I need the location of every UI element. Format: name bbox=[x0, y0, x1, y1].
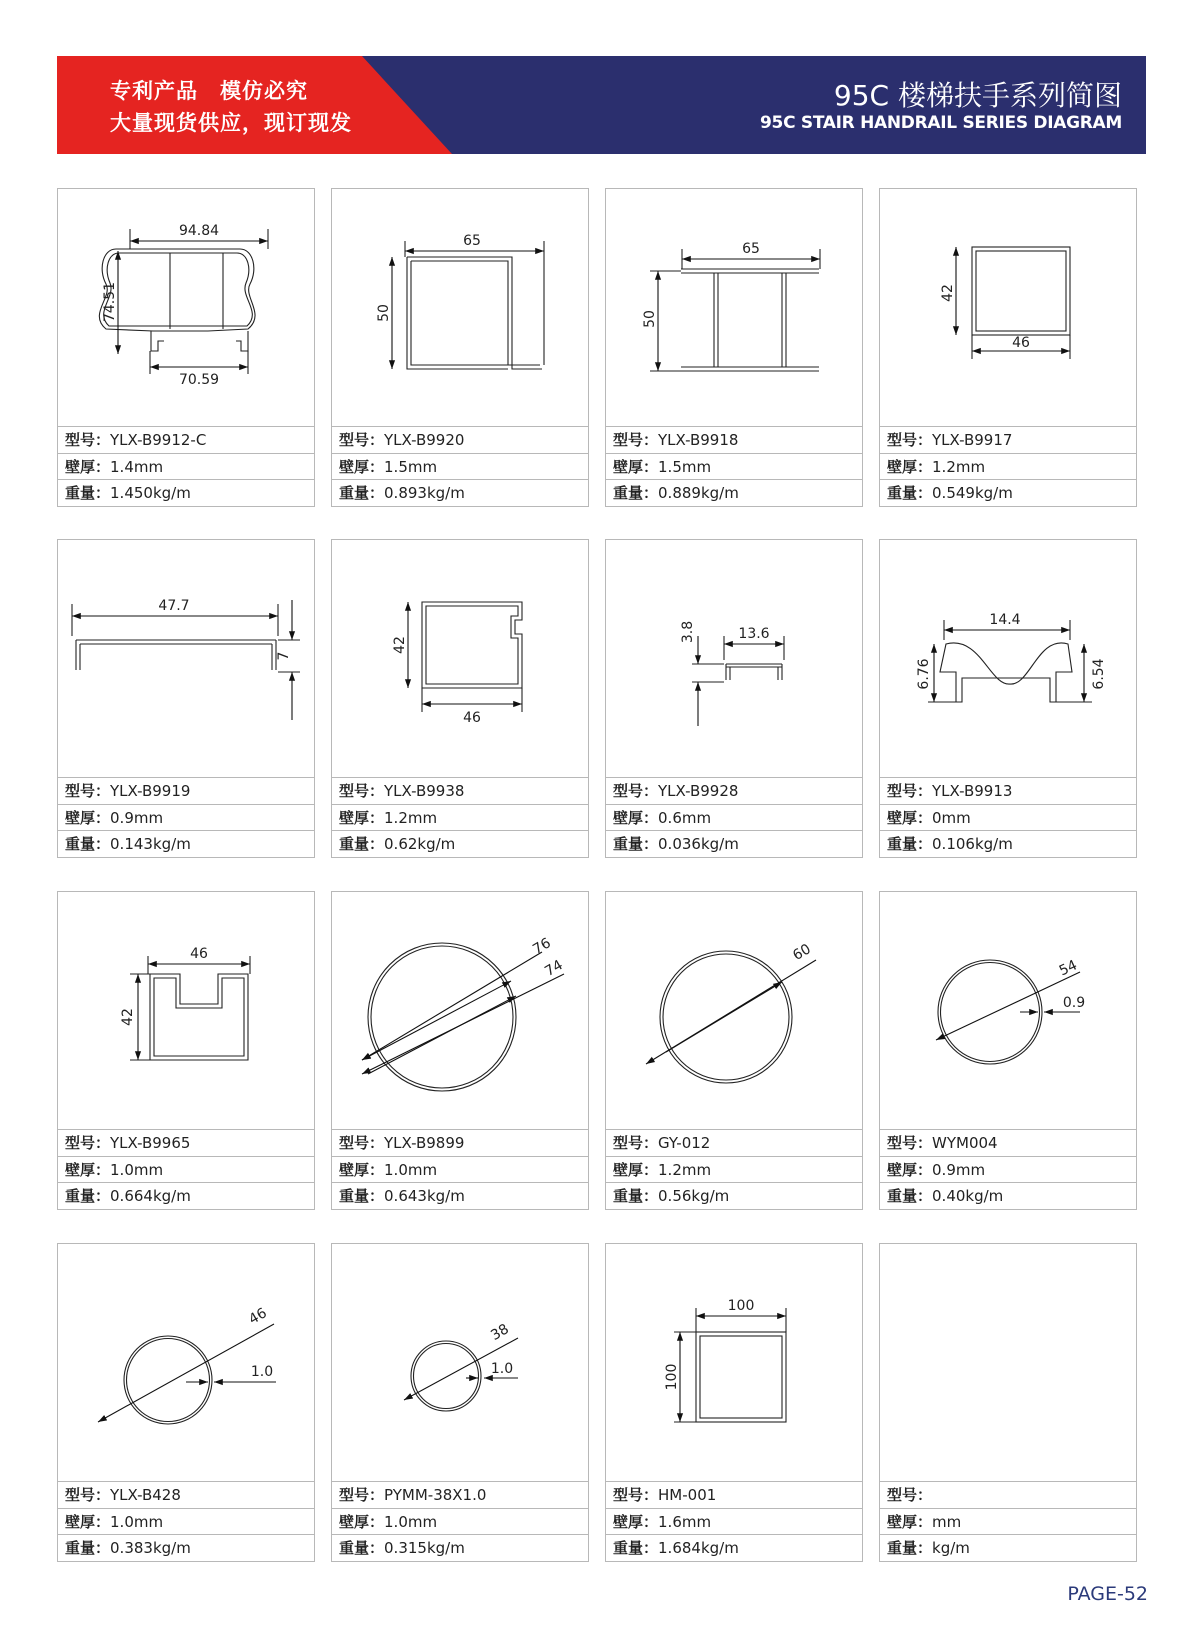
profile-drawing-handrail bbox=[58, 189, 314, 427]
model-value: WYM004 bbox=[932, 1134, 998, 1152]
weight-row: 重量：0.56kg/m bbox=[606, 1182, 862, 1209]
thickness-row: 壁厚：1.4mm bbox=[58, 453, 314, 480]
thickness-row: 壁厚：1.2mm bbox=[606, 1156, 862, 1183]
thickness-row: 壁厚：1.0mm bbox=[332, 1508, 588, 1535]
weight-row: 重量：kg/m bbox=[880, 1534, 1136, 1561]
model-row: 型号：YLX-B428 bbox=[58, 1481, 314, 1508]
profile-drawing-square-tube-100 bbox=[606, 1244, 862, 1482]
weight-row: 重量：0.383kg/m bbox=[58, 1534, 314, 1561]
model-row: 型号： bbox=[880, 1481, 1136, 1508]
profile-drawing-round-tube-38 bbox=[332, 1244, 588, 1482]
model-value: YLX-B9919 bbox=[110, 782, 191, 800]
dim-label: 3.8 bbox=[680, 620, 696, 644]
model-row: 型号：YLX-B9938 bbox=[332, 777, 588, 804]
weight-value: 0.383kg/m bbox=[110, 1539, 191, 1557]
dim-label: 47.7 bbox=[158, 598, 190, 614]
thickness-value: 0.9mm bbox=[110, 809, 164, 827]
thickness-row: 壁厚：1.0mm bbox=[332, 1156, 588, 1183]
dim-label: 46 bbox=[190, 946, 208, 962]
product-card bbox=[331, 188, 589, 507]
product-card bbox=[879, 539, 1137, 858]
dim-label: 42 bbox=[940, 284, 956, 302]
header-banner bbox=[57, 56, 1146, 154]
dim-label: 0.9 bbox=[1062, 995, 1086, 1011]
thickness-value: mm bbox=[932, 1513, 962, 1531]
profile-drawing-cap-strip bbox=[880, 540, 1136, 778]
model-row: 型号：GY-012 bbox=[606, 1129, 862, 1156]
dim-label: 65 bbox=[463, 233, 481, 249]
thickness-row: 壁厚：0mm bbox=[880, 804, 1136, 831]
thickness-value: 1.0mm bbox=[384, 1513, 438, 1531]
dim-label: 94.84 bbox=[178, 223, 220, 239]
dim-label: 42 bbox=[120, 1008, 136, 1026]
dim-label: 7 bbox=[276, 651, 292, 661]
model-row: 型号：YLX-B9920 bbox=[332, 426, 588, 453]
weight-value: 0.893kg/m bbox=[384, 484, 465, 502]
dim-label: 74.51 bbox=[102, 281, 118, 323]
profile-drawing-square-tube bbox=[880, 189, 1136, 427]
model-value: YLX-B428 bbox=[110, 1486, 181, 1504]
weight-row: 重量：0.036kg/m bbox=[606, 830, 862, 857]
model-row: 型号：YLX-B9928 bbox=[606, 777, 862, 804]
weight-value: 0.549kg/m bbox=[932, 484, 1013, 502]
thickness-value: 1.5mm bbox=[384, 458, 438, 476]
dim-label: 46 bbox=[463, 710, 481, 726]
thickness-value: 1.5mm bbox=[658, 458, 712, 476]
model-value: YLX-B9938 bbox=[384, 782, 465, 800]
thickness-value: 1.0mm bbox=[384, 1161, 438, 1179]
weight-row: 重量：0.143kg/m bbox=[58, 830, 314, 857]
profile-drawing-round-tube-60 bbox=[606, 892, 862, 1130]
dim-label: 50 bbox=[376, 304, 392, 322]
model-value: YLX-B9913 bbox=[932, 782, 1013, 800]
slogan-line1: 专利产品 模仿必究 bbox=[110, 79, 308, 103]
model-row: 型号：YLX-B9917 bbox=[880, 426, 1136, 453]
model-value: YLX-B9912-C bbox=[110, 431, 207, 449]
weight-value: 0.106kg/m bbox=[932, 835, 1013, 853]
thickness-value: 1.0mm bbox=[110, 1513, 164, 1531]
product-card bbox=[605, 1243, 863, 1562]
model-value: GY-012 bbox=[658, 1134, 711, 1152]
thickness-value: 1.6mm bbox=[658, 1513, 712, 1531]
profile-drawing-slot-tube bbox=[332, 540, 588, 778]
product-card bbox=[605, 188, 863, 507]
thickness-row: 壁厚：1.5mm bbox=[606, 453, 862, 480]
dim-label: 1.0 bbox=[490, 1361, 514, 1377]
weight-value: 0.036kg/m bbox=[658, 835, 739, 853]
thickness-row: 壁厚：1.0mm bbox=[58, 1156, 314, 1183]
dim-label: 60 bbox=[790, 941, 814, 964]
weight-value: 0.143kg/m bbox=[110, 835, 191, 853]
thickness-value: 1.2mm bbox=[658, 1161, 712, 1179]
weight-row: 重量：1.450kg/m bbox=[58, 479, 314, 506]
thickness-row: 壁厚：1.5mm bbox=[332, 453, 588, 480]
dim-label: 13.6 bbox=[738, 626, 770, 642]
profile-drawing-h-channel bbox=[606, 189, 862, 427]
model-row: 型号：PYMM-38X1.0 bbox=[332, 1481, 588, 1508]
thickness-value: 1.0mm bbox=[110, 1161, 164, 1179]
thickness-row: 壁厚：1.2mm bbox=[332, 804, 588, 831]
thickness-row: 壁厚：1.0mm bbox=[58, 1508, 314, 1535]
profile-drawing-round-tube-54 bbox=[880, 892, 1136, 1130]
weight-value: 0.315kg/m bbox=[384, 1539, 465, 1557]
thickness-row: 壁厚：mm bbox=[880, 1508, 1136, 1535]
page-number: PAGE-52 bbox=[1067, 1583, 1148, 1605]
thickness-row: 壁厚：0.9mm bbox=[58, 804, 314, 831]
product-card bbox=[605, 539, 863, 858]
dim-label: 38 bbox=[488, 1321, 512, 1344]
weight-value: 0.40kg/m bbox=[932, 1187, 1004, 1205]
profile-drawing-round-tube-76 bbox=[332, 892, 588, 1130]
weight-row: 重量：0.315kg/m bbox=[332, 1534, 588, 1561]
model-value: YLX-B9965 bbox=[110, 1134, 191, 1152]
thickness-row: 壁厚：0.9mm bbox=[880, 1156, 1136, 1183]
weight-value: 0.889kg/m bbox=[658, 484, 739, 502]
product-card bbox=[879, 1243, 1137, 1562]
weight-row: 重量：1.684kg/m bbox=[606, 1534, 862, 1561]
dim-label: 42 bbox=[392, 636, 408, 654]
thickness-value: 0.9mm bbox=[932, 1161, 986, 1179]
profile-drawing-small-clip bbox=[606, 540, 862, 778]
model-row: 型号：WYM004 bbox=[880, 1129, 1136, 1156]
profile-drawing-grooved-tube bbox=[58, 892, 314, 1130]
page-title-cn: 95C 楼梯扶手系列简图 bbox=[833, 79, 1122, 112]
model-row: 型号：YLX-B9965 bbox=[58, 1129, 314, 1156]
dim-label: 70.59 bbox=[178, 372, 220, 388]
thickness-row: 壁厚：1.6mm bbox=[606, 1508, 862, 1535]
dim-label: 74 bbox=[542, 957, 566, 980]
product-card bbox=[57, 539, 315, 858]
product-card bbox=[879, 891, 1137, 1210]
product-card bbox=[605, 891, 863, 1210]
weight-row: 重量：0.643kg/m bbox=[332, 1182, 588, 1209]
profile-drawing-flat-strip bbox=[58, 540, 314, 778]
weight-row: 重量：0.893kg/m bbox=[332, 479, 588, 506]
thickness-value: 0.6mm bbox=[658, 809, 712, 827]
weight-value: 0.664kg/m bbox=[110, 1187, 191, 1205]
weight-value: kg/m bbox=[932, 1539, 970, 1557]
dim-label: 100 bbox=[664, 1363, 680, 1391]
product-card bbox=[57, 1243, 315, 1562]
dim-label: 6.76 bbox=[916, 658, 932, 690]
model-row: 型号：YLX-B9913 bbox=[880, 777, 1136, 804]
dim-label: 54 bbox=[1056, 957, 1080, 980]
dim-label: 46 bbox=[246, 1305, 270, 1328]
weight-value: 1.450kg/m bbox=[110, 484, 191, 502]
model-value: YLX-B9917 bbox=[932, 431, 1013, 449]
dim-label: 46 bbox=[1012, 335, 1030, 351]
thickness-row: 壁厚：0.6mm bbox=[606, 804, 862, 831]
model-row: 型号：YLX-B9912-C bbox=[58, 426, 314, 453]
thickness-value: 1.4mm bbox=[110, 458, 164, 476]
page-title-en: 95C STAIR HANDRAIL SERIES DIAGRAM bbox=[760, 113, 1122, 133]
dim-label: 1.0 bbox=[250, 1364, 274, 1380]
model-value: YLX-B9920 bbox=[384, 431, 465, 449]
weight-row: 重量：0.40kg/m bbox=[880, 1182, 1136, 1209]
model-row: 型号：HM-001 bbox=[606, 1481, 862, 1508]
model-row: 型号：YLX-B9918 bbox=[606, 426, 862, 453]
weight-row: 重量：0.106kg/m bbox=[880, 830, 1136, 857]
profile-drawing-u-channel bbox=[332, 189, 588, 427]
weight-row: 重量：0.889kg/m bbox=[606, 479, 862, 506]
product-card bbox=[879, 188, 1137, 507]
slogan-line2: 大量现货供应，现订现发 bbox=[110, 111, 352, 135]
model-value: YLX-B9899 bbox=[384, 1134, 465, 1152]
product-card bbox=[57, 188, 315, 507]
weight-row: 重量：0.664kg/m bbox=[58, 1182, 314, 1209]
dim-label: 76 bbox=[530, 935, 554, 958]
product-card bbox=[57, 891, 315, 1210]
dim-label: 65 bbox=[742, 241, 760, 257]
thickness-value: 0mm bbox=[932, 809, 971, 827]
weight-row: 重量：0.62kg/m bbox=[332, 830, 588, 857]
model-value: HM-001 bbox=[658, 1486, 717, 1504]
dim-label: 100 bbox=[727, 1298, 755, 1314]
dim-label: 6.54 bbox=[1091, 658, 1107, 690]
weight-value: 0.62kg/m bbox=[384, 835, 456, 853]
weight-value: 0.643kg/m bbox=[384, 1187, 465, 1205]
weight-value: 0.56kg/m bbox=[658, 1187, 730, 1205]
thickness-row: 壁厚：1.2mm bbox=[880, 453, 1136, 480]
product-card bbox=[331, 891, 589, 1210]
thickness-value: 1.2mm bbox=[384, 809, 438, 827]
product-card bbox=[331, 539, 589, 858]
product-card bbox=[331, 1243, 589, 1562]
dim-label: 50 bbox=[642, 310, 658, 328]
profile-drawing-round-tube-46 bbox=[58, 1244, 314, 1482]
weight-row: 重量：0.549kg/m bbox=[880, 479, 1136, 506]
model-value: YLX-B9928 bbox=[658, 782, 739, 800]
model-value: PYMM-38X1.0 bbox=[384, 1486, 487, 1504]
thickness-value: 1.2mm bbox=[932, 458, 986, 476]
weight-value: 1.684kg/m bbox=[658, 1539, 739, 1557]
model-value: YLX-B9918 bbox=[658, 431, 739, 449]
dim-label: 14.4 bbox=[989, 612, 1021, 628]
model-row: 型号：YLX-B9899 bbox=[332, 1129, 588, 1156]
model-row: 型号：YLX-B9919 bbox=[58, 777, 314, 804]
